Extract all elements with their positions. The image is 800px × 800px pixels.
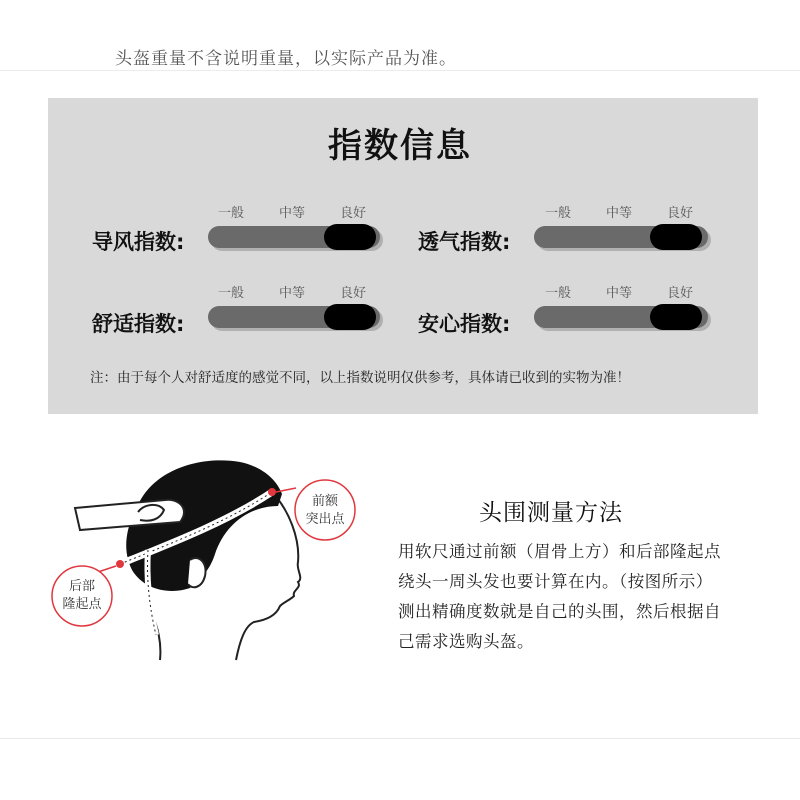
metric-knob-breathability <box>650 224 702 250</box>
scale-label-good: 良好 <box>340 206 367 221</box>
top-cropped-section <box>0 0 800 71</box>
scale-label-general: 一般 <box>545 286 572 301</box>
metric-knob-ventilation <box>324 224 376 250</box>
scale-label-general: 一般 <box>545 206 572 221</box>
back-callout-line2: 隆起点 <box>62 597 102 612</box>
metric-bar-breathability <box>534 226 708 248</box>
scale-label-general: 一般 <box>218 206 245 221</box>
measure-title: 头围测量方法 <box>479 500 623 526</box>
scale-label-medium: 中等 <box>279 286 306 301</box>
scale-label-medium: 中等 <box>279 206 306 221</box>
back-callout <box>52 566 112 626</box>
metric-bar-safety <box>534 306 708 328</box>
measure-line-4: 己需求选购头盔。 <box>398 632 534 651</box>
bottom-divider <box>0 738 800 739</box>
cropped-disclaimer-text: 头盔重量不含说明重量，以实际产品为准。 <box>115 49 457 69</box>
metric-label-safety: 安心指数: <box>418 312 511 336</box>
scale-label-medium: 中等 <box>606 286 633 301</box>
metric-label-ventilation: 导风指数: <box>92 230 185 254</box>
back-callout-line1: 后部 <box>68 579 96 594</box>
scale-label-good: 良好 <box>667 206 694 221</box>
front-point-marker <box>268 488 276 496</box>
scale-label-good: 良好 <box>667 286 694 301</box>
scale-label-medium: 中等 <box>606 206 633 221</box>
panel-title: 指数信息 <box>328 126 472 166</box>
metric-bar-ventilation <box>208 226 380 248</box>
measure-line-2: 绕头一周头发也要计算在内。（按图所示） <box>398 572 713 591</box>
back-point-marker <box>116 560 124 568</box>
scale-label-good: 良好 <box>340 286 367 301</box>
measure-line-1: 用软尺通过前额（眉骨上方）和后部隆起点 <box>398 542 721 561</box>
front-callout <box>295 480 355 540</box>
metric-bar-comfort <box>208 306 380 328</box>
metric-knob-comfort <box>324 304 376 330</box>
metric-label-breathability: 透气指数: <box>418 230 511 254</box>
panel-note: 注：由于每个人对舒适度的感觉不同，以上指数说明仅供参考，具体请已收到的实物为准！ <box>90 370 630 386</box>
scale-label-general: 一般 <box>218 286 245 301</box>
measure-line-3: 测出精确度数就是自己的头围，然后根据自 <box>398 602 721 621</box>
front-callout-line2: 突出点 <box>305 512 345 527</box>
metric-knob-safety <box>650 304 702 330</box>
front-callout-line1: 前额 <box>311 494 339 509</box>
metric-label-comfort: 舒适指数: <box>92 312 185 336</box>
head-measure-illustration <box>40 450 370 665</box>
